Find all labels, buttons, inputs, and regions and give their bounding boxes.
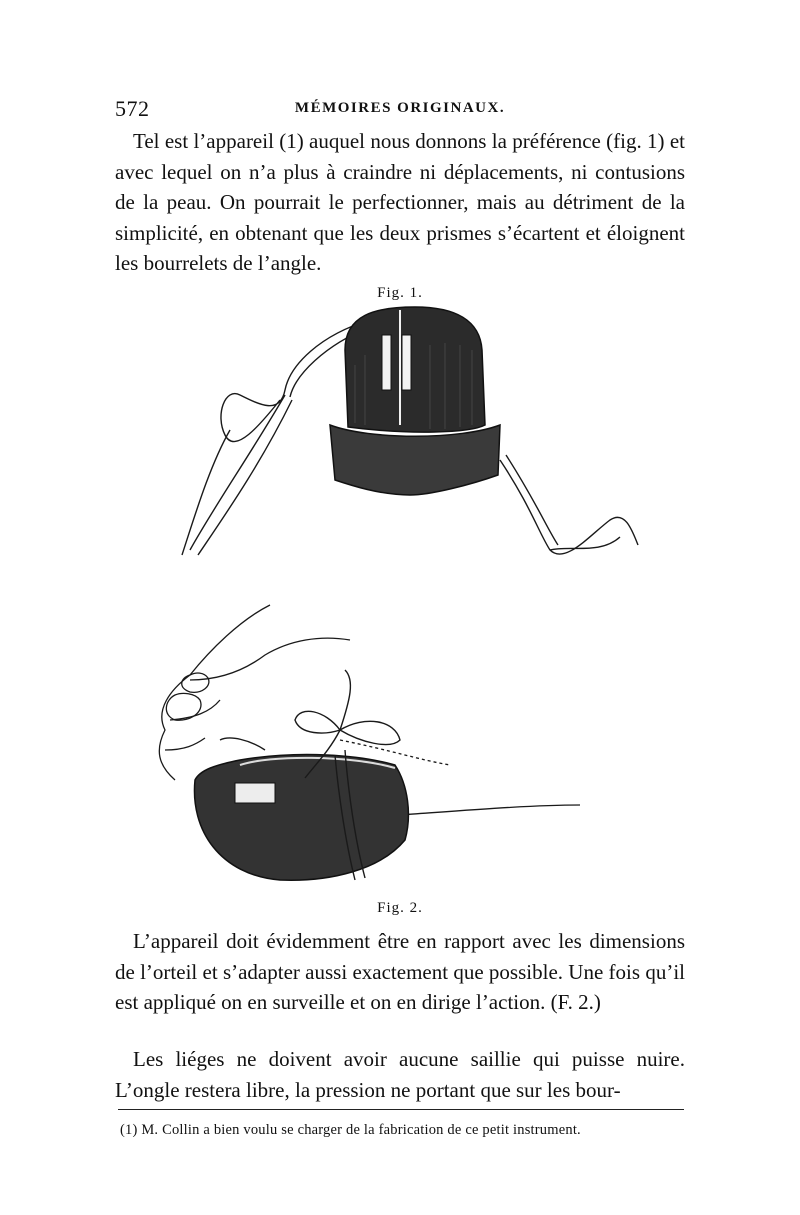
paragraph-lieges: Les liéges ne doivent avoir aucune saillie qui puisse nuire. L’ongle restera libre, la pression ne portant que sur les bour- bbox=[115, 1047, 685, 1102]
paragraph-dimensions: L’appareil doit évidemment être en rapport avec les dimensions de l’orteil et s’adapter aussi exactement que possible. Une fois qu’il est appliqué on en surveille et on en dirige l’action. (F. 2.) bbox=[115, 929, 685, 1014]
figure-1-caption: Fig. 1. bbox=[377, 285, 423, 301]
page-number: 572 bbox=[115, 96, 150, 121]
figure-2-foot-illustration bbox=[150, 600, 620, 890]
figure-1-apparatus-illustration bbox=[170, 305, 650, 625]
running-head bbox=[115, 96, 685, 122]
paragraph-appareil: Tel est l’appareil (1) auquel nous donnons la préférence (fig. 1) et avec lequel on n’a plus à craindre ni déplacements, ni contusions de la peau. On pourrait le perfectionner, mais au détriment de la simplicité, en obtenant que les deux prismes s’écartent et éloignent les bourrelets de l’angle. bbox=[115, 129, 685, 275]
footnote-divider bbox=[118, 1109, 684, 1110]
footnote: (1) M. Collin a bien voulu se charger de la fabrication de ce petit instrument. bbox=[120, 1122, 581, 1138]
figure-2-caption: Fig. 2. bbox=[377, 900, 423, 916]
running-title: MÉMOIRES ORIGINAUX. bbox=[294, 100, 506, 116]
